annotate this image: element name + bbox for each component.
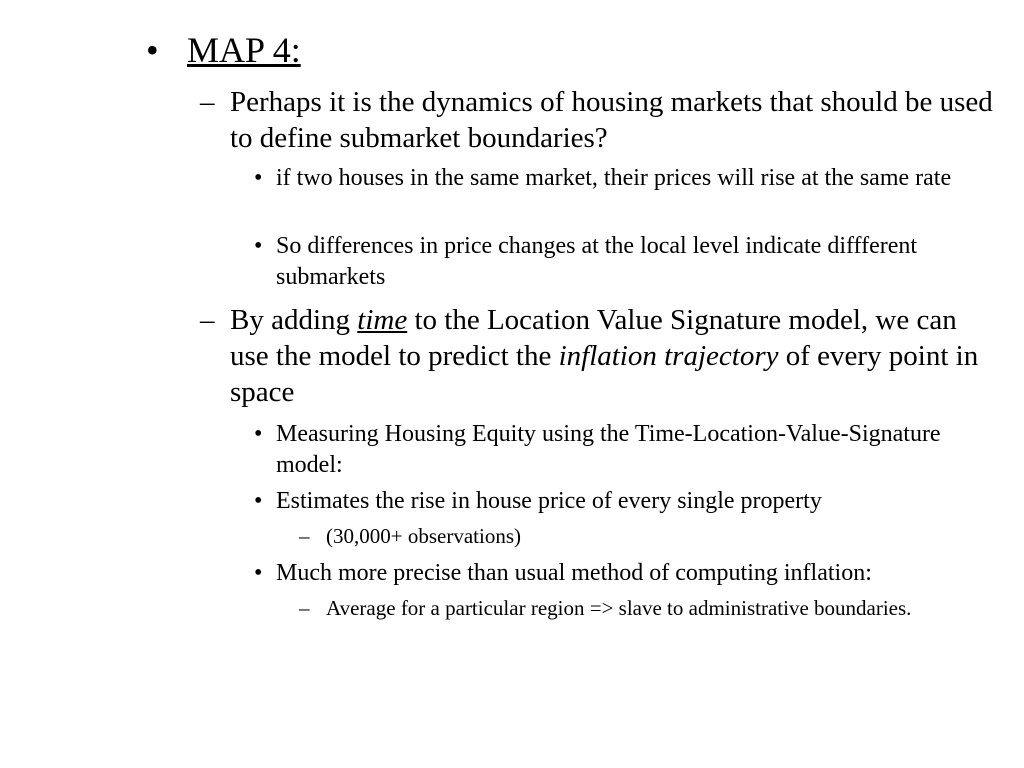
subpoint-text: Much more precise than usual method of computing inflation: xyxy=(276,560,872,586)
slide-heading: MAP 4: xyxy=(187,30,301,70)
bullet-marker: • xyxy=(254,421,263,447)
dash-marker: – xyxy=(200,304,215,336)
emphasis-time: time xyxy=(357,304,408,336)
point-2-subpoint-1 xyxy=(254,419,996,481)
point-2-text xyxy=(230,302,1000,410)
point-2-subpoint-3-detail xyxy=(299,595,966,622)
dash-marker: – xyxy=(299,524,310,548)
bullet-marker: • xyxy=(254,233,263,259)
subpoint-text: Estimates the rise in house price of every single property xyxy=(276,488,822,514)
point-1-text: Perhaps it is the dynamics of housing markets that should be used to define submarket boundaries? xyxy=(230,86,993,154)
text-run: of every point in space xyxy=(230,340,979,408)
bullet-marker: • xyxy=(146,30,159,70)
detail-text: Average for a particular region => slave to administrative boundaries. xyxy=(326,596,912,620)
heading-item xyxy=(146,30,987,70)
bullet-marker: • xyxy=(254,488,263,514)
text-run: By adding xyxy=(230,304,358,336)
point-1-subpoint-2 xyxy=(254,231,996,293)
emphasis-inflation-trajectory: inflation trajectory xyxy=(558,340,779,372)
bullet-marker: • xyxy=(254,165,263,191)
point-1 xyxy=(200,84,1000,156)
text-run: to the Location Value Signature model, we can use the model to predict the xyxy=(230,304,957,372)
subpoint-text: So differences in price changes at the local level indicate diffferent submarkets xyxy=(276,233,918,290)
dash-marker: – xyxy=(200,86,215,118)
subpoint-text: Measuring Housing Equity using the Time-Location-Value-Signature model: xyxy=(276,421,941,478)
detail-text: (30,000+ observations) xyxy=(326,524,521,548)
point-2 xyxy=(200,302,1000,410)
point-1-subpoint-1 xyxy=(254,163,996,194)
point-2-subpoint-3 xyxy=(254,558,996,589)
bullet-marker: • xyxy=(254,560,263,586)
subpoint-text: if two houses in the same market, their prices will rise at the same rate xyxy=(276,165,952,191)
point-2-subpoint-2-detail xyxy=(299,523,966,550)
dash-marker: – xyxy=(299,596,310,620)
point-2-subpoint-2 xyxy=(254,486,996,517)
